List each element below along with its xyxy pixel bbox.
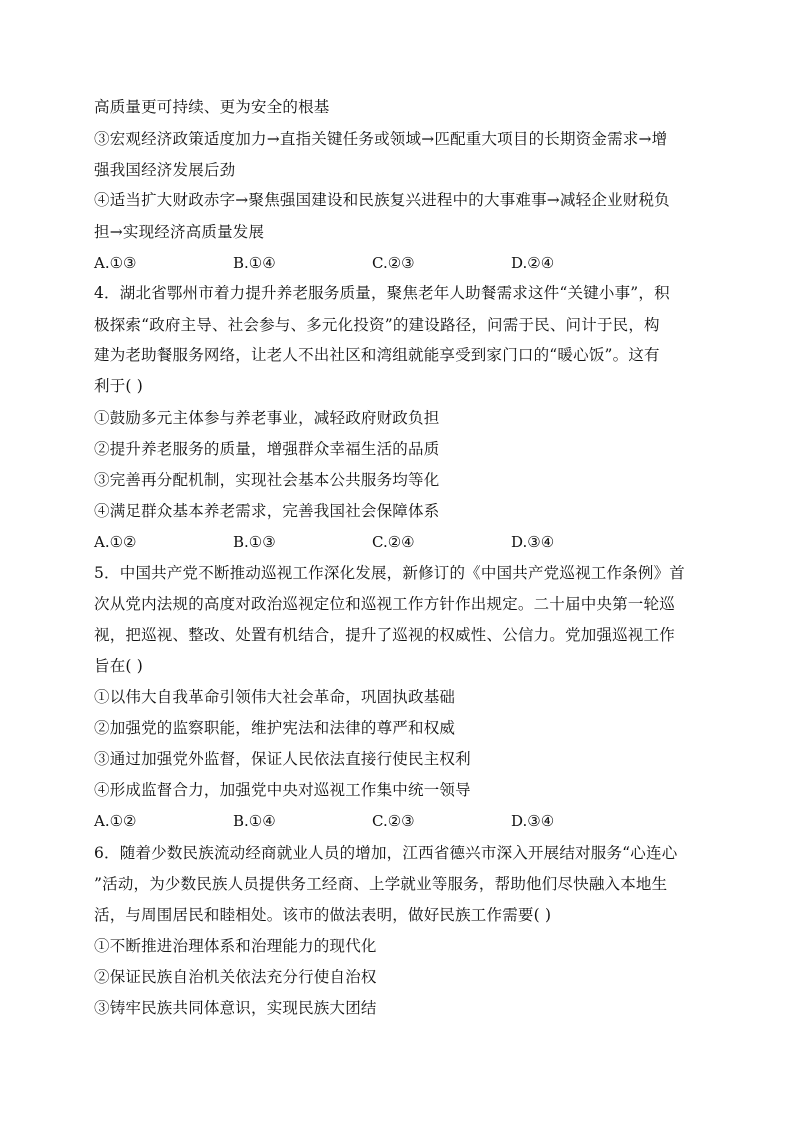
q6-stem-line-2: ”活动，为少数民族人员提供务工经商、上学就业等服务，帮助他们尽快融入本地生 <box>94 875 668 893</box>
q4-choice-a: A.①② <box>94 533 137 551</box>
intro-choice-c: C.②③ <box>372 254 415 272</box>
q5-stem-line-2: 次从党内法规的高度对政治巡视定位和巡视工作方针作出规定。二十届中央第一轮巡 <box>94 595 675 613</box>
q5-choice-b: B.①④ <box>233 812 276 830</box>
intro-line-2: ③宏观经济政策适度加力→直指关键任务或领域→匹配重大项目的长期资金需求→增 <box>94 130 668 148</box>
q5-choice-c: C.②③ <box>372 812 415 830</box>
q4-option-3: ③完善再分配机制，实现社会基本公共服务均等化 <box>94 471 440 489</box>
q4-option-1: ①鼓励多元主体参与养老事业，减轻政府财政负担 <box>94 409 440 427</box>
q4-stem-line-1: 4．湖北省鄂州市着力提升养老服务质量，聚焦老年人助餐需求这件“关键小事”，积 <box>94 284 670 302</box>
q4-choice-b: B.①③ <box>233 533 276 551</box>
q4-stem-line-2: 极探索“政府主导、社会参与、多元化投资”的建设路径，问需于民、问计于民，构 <box>94 316 660 334</box>
q5-option-4: ④形成监督合力，加强党中央对巡视工作集中统一领导 <box>94 781 471 799</box>
q5-stem-line-3: 视，把巡视、整改、处置有机结合，提升了巡视的权威性、公信力。党加强巡视工作 <box>94 626 675 644</box>
q4-option-2: ②提升养老服务的质量，增强群众幸福生活的品质 <box>94 440 440 458</box>
q5-choice-a: A.①② <box>94 812 137 830</box>
q6-option-2: ②保证民族自治机关依法充分行使自治权 <box>94 968 377 986</box>
q4-stem-line-4: 利于( ) <box>94 377 144 395</box>
q5-stem-line-1: 5．中国共产党不断推动巡视工作深化发展，新修订的《中国共产党巡视工作条例》首 <box>94 564 685 582</box>
q6-stem-line-3: 活，与周围居民和睦相处。该市的做法表明，做好民族工作需要( ) <box>94 906 552 924</box>
intro-line-3: 强我国经济发展后劲 <box>94 161 236 179</box>
intro-line-5: 担→实现经济高质量发展 <box>94 223 265 241</box>
intro-choice-d: D.②④ <box>511 254 555 272</box>
q4-option-4: ④满足群众基本养老需求，完善我国社会保障体系 <box>94 502 440 520</box>
q5-choice-d: D.③④ <box>511 812 555 830</box>
intro-choice-a: A.①③ <box>94 254 137 272</box>
q5-option-1: ①以伟大自我革命引领伟大社会革命，巩固执政基础 <box>94 688 456 706</box>
q6-option-3: ③铸牢民族共同体意识，实现民族大团结 <box>94 999 377 1017</box>
intro-choice-b: B.①④ <box>233 254 276 272</box>
q6-stem-line-1: 6．随着少数民族流动经商就业人员的增加，江西省德兴市深入开展结对服务“心连心 <box>94 844 678 862</box>
q5-option-3: ③通过加强党外监督，保证人民依法直接行使民主权利 <box>94 750 471 768</box>
intro-line-1: 高质量更可持续、更为安全的根基 <box>94 98 330 116</box>
q5-stem-line-4: 旨在( ) <box>94 657 144 675</box>
q4-choice-d: D.③④ <box>511 533 555 551</box>
q6-option-1: ①不断推进治理体系和治理能力的现代化 <box>94 937 377 955</box>
q5-option-2: ②加强党的监察职能，维护宪法和法律的尊严和权威 <box>94 719 456 737</box>
q4-choice-c: C.②④ <box>372 533 415 551</box>
q4-stem-line-3: 建为老助餐服务网络，让老人不出社区和湾组就能享受到家门口的“暖心饭”。这有 <box>94 346 660 364</box>
intro-line-4: ④适当扩大财政赤字→聚焦强国建设和民族复兴进程中的大事难事→减轻企业财税负 <box>94 191 670 209</box>
